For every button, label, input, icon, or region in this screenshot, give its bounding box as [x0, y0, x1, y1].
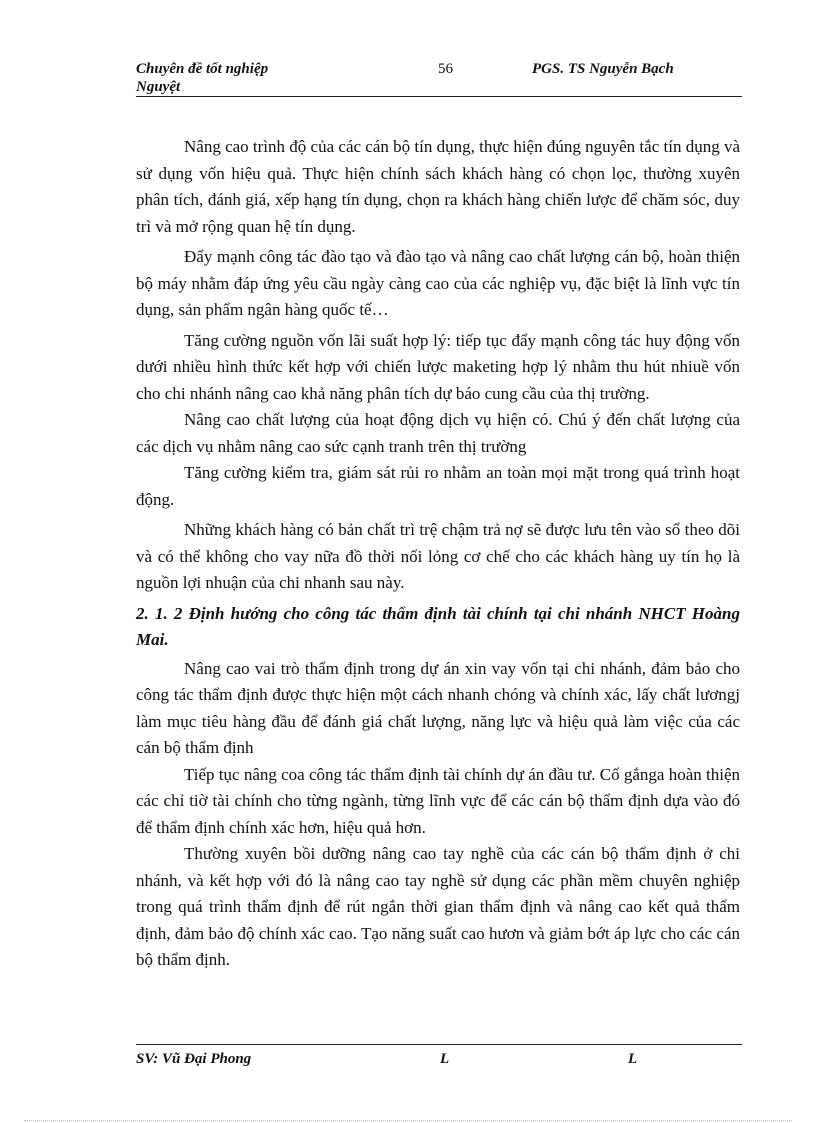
paragraph: Thường xuyên bồi dưỡng nâng cao tay nghề của các cán bộ thẩm định ở chi nhánh, và kết hợp với đó là nâng cao tay nghề sử dụng các phần mềm chuyên nghiệp trong quá trình thẩm định để rút ngắn thời gian thẩm định và nâng cao kết quả thẩm định, đảm bảo độ chính xác cao. Tạo năng suất cao hươn và giảm bớt áp lực cho các cán bộ thẩm định.	[136, 844, 740, 969]
header-author-continued: Nguyệt	[136, 79, 181, 95]
footer-student: SV: Vũ Đại Phong	[136, 1051, 252, 1067]
document-body	[136, 134, 740, 974]
paragraph: Nâng cao trình độ của các cán bộ tín dụng, thực hiện đúng nguyên tắc tín dụng và sử dụng vốn hiệu quả. Thực hiện chính sách khách hàng có chọn lọc, thường xuyên phân tích, đánh giá, xếp hạng tín dụng, chọn ra khách hàng chiến lược để chăm sóc, duy trì và mở rộng quan hệ tín dụng.	[136, 137, 740, 236]
paragraph: Tăng cường kiểm tra, giám sát rủi ro nhằm an toàn mọi mặt trong quá trình hoạt động.	[136, 463, 740, 509]
page-footer	[136, 1044, 742, 1075]
paragraph: Tiếp tục nâng coa công tác thẩm định tài chính dự án đầu tư. Cố gắnga hoàn thiện các chỉ tiờ tài chính cho từng ngành, từng lĩnh vực để các cán bộ thẩm định dựa vào đó để thẩm định chính xác hơn, hiệu quả hơn.	[136, 764, 741, 837]
section-heading: 2. 1. 2 Định hướng cho công tác thẩm định tài chính tại chi nhánh NHCT Hoàng Mai.	[136, 603, 740, 649]
paragraph: Nâng cao vai trò thẩm định trong dự án xin vay vốn tại chi nhánh, đảm bảo cho công tác thẩm định được thực hiện một cách nhanh chóng và chính xác, lấy chất lươngj làm mục tiêu hàng đầu để đánh giá chất lượng, năng lực và hiệu quả làm việc của các cán bộ thẩm định	[136, 658, 740, 757]
footer-mark: L	[628, 1051, 638, 1067]
page-edge-divider	[24, 1120, 792, 1121]
header-title: Chuyên đề tốt nghiệp	[136, 61, 269, 77]
paragraph: Tăng cường nguồn vốn lãi suất hợp lý: tiếp tục đẩy mạnh công tác huy động vốn dưới nhiều hình thức kết hợp với chiến lược maketing hợp lý nhằm thu hút nhiuề vốn cho chi nhánh nâng cao khả năng phân tích dự báo cung cầu của thị trường.	[136, 330, 740, 403]
paragraph: Những khách hàng có bản chất trì trệ chậm trả nợ sẽ được lưu tên vào sổ theo dõi và có thể không cho vay nữa đồ thời nối lỏng cơ chế cho các khách hàng uy tín họ là nguồn lợi nhuận của chi nhanh sau này.	[136, 520, 740, 592]
header-author: PGS. TS Nguyễn Bạch	[532, 61, 674, 77]
paragraph: Đẩy mạnh công tác đào tạo và đào tạo và nâng cao chất lượng cán bộ, hoàn thiện bộ máy nhằm đáp ứng yêu cầu ngày càng cao của các nghiệp vụ, đặc biệt là lĩnh vực tín dụng, sản phẩm ngân hàng quốc tế…	[136, 247, 740, 319]
page-header	[136, 56, 742, 97]
footer-mark: L	[440, 1051, 450, 1067]
paragraph: Nâng cao chất lượng của hoạt động dịch vụ hiện có. Chú ý đến chất lượng của các dịch vụ nhằm nâng cao sức cạnh tranh trên thị trường	[136, 410, 740, 456]
page-number: 56	[438, 61, 453, 77]
